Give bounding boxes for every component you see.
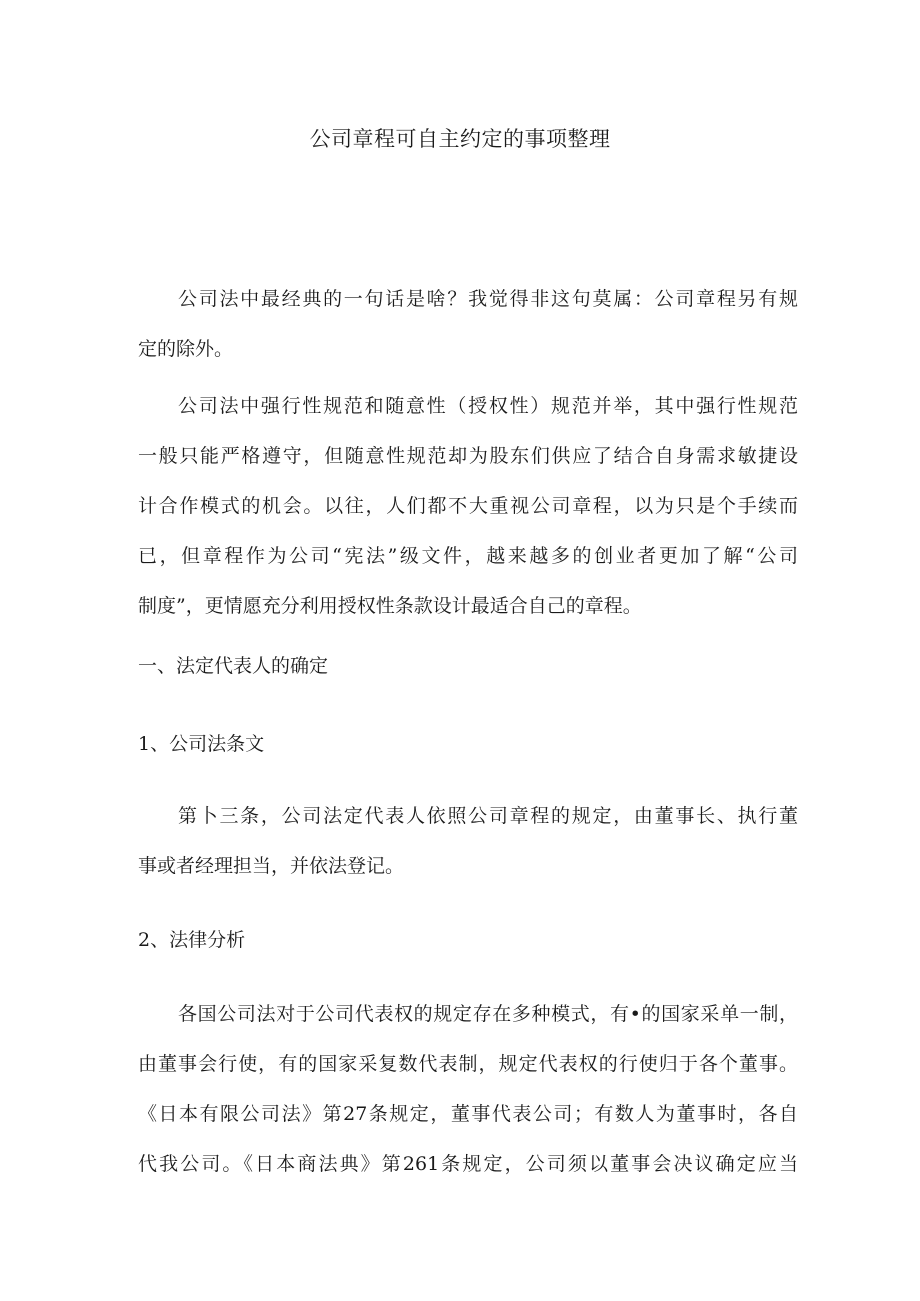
subsection-heading-1: 1、公司法条文 bbox=[138, 733, 265, 755]
section-heading-1: 一、法定代表人的确定 bbox=[138, 655, 329, 677]
statute-line-2: 事或者经理担当，并依法登记。 bbox=[138, 855, 405, 877]
paragraph-2-line-5: 制度”，更情愿充分利用授权性条款设计最适合自己的章程。 bbox=[138, 595, 642, 617]
analysis-line-1: 各国公司法对于公司代表权的规定存在多种模式，有•的国家采单一制， bbox=[178, 1003, 798, 1025]
paragraph-2-line-4: 已，但章程作为公司“宪法”级文件，越来越多的创业者更加了解“公司 bbox=[138, 545, 798, 567]
paragraph-2-line-3: 计合作模式的机会。以往，人们都不大重视公司章程，以为只是个手续而 bbox=[138, 495, 798, 517]
paragraph-2-line-1: 公司法中强行性规范和随意性（授权性）规范并举，其中强行性规范 bbox=[178, 395, 798, 417]
subsection-heading-2: 2、法律分析 bbox=[138, 929, 246, 951]
paragraph-1-line-1: 公司法中最经典的一句话是啥？我觉得非这句莫属：公司章程另有规 bbox=[178, 288, 798, 310]
analysis-line-4: 代我公司。《日本商法典》第261条规定，公司须以董事会决议确定应当 bbox=[138, 1153, 798, 1175]
paragraph-1-line-2: 定的除外。 bbox=[138, 338, 234, 360]
document-title: 公司章程可自主约定的事项整理 bbox=[309, 127, 611, 151]
statute-line-1: 第卜三条，公司法定代表人依照公司章程的规定，由董事长、执行董 bbox=[178, 805, 798, 827]
paragraph-2-line-2: 一般只能严格遵守，但随意性规范却为股东们供应了结合自身需求敏捷设 bbox=[138, 445, 798, 467]
analysis-line-2: 由董事会行使，有的国家采复数代表制，规定代表权的行使归于各个董事。 bbox=[138, 1053, 798, 1075]
analysis-line-3: 《日本有限公司法》第27条规定，董事代表公司；有数人为董事时，各自 bbox=[138, 1103, 798, 1125]
